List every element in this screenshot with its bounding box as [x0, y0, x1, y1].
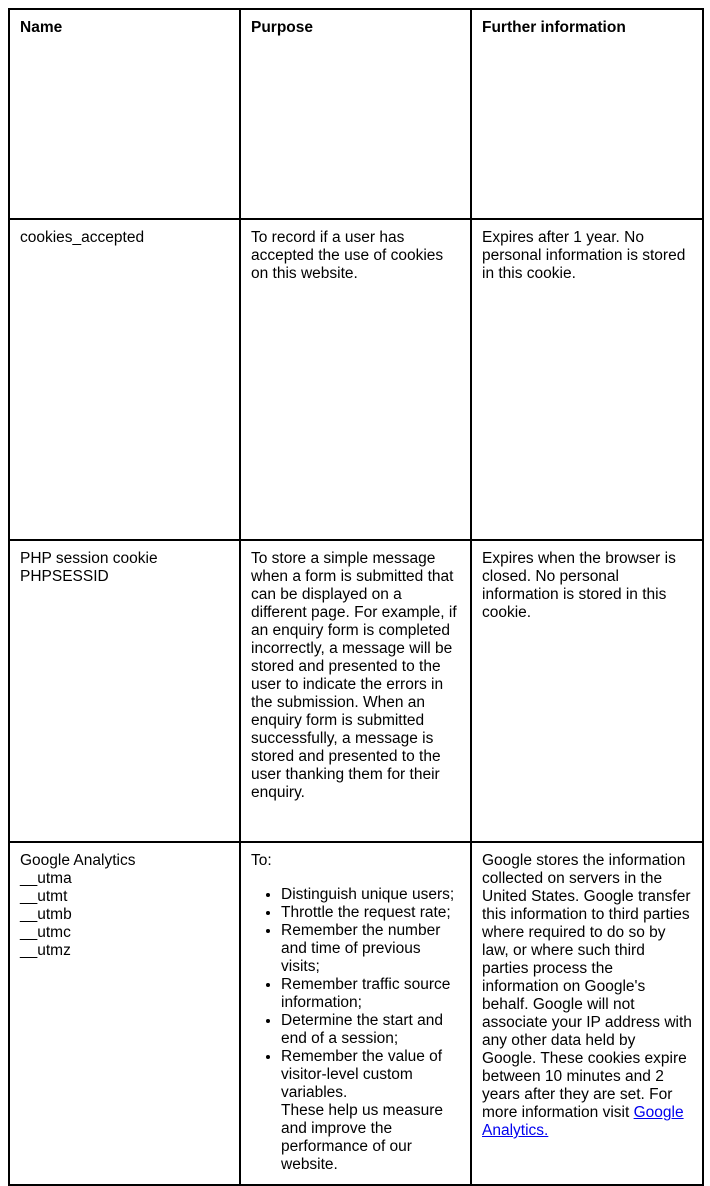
cookie-name: cookies_accepted [20, 229, 145, 246]
cookie-name: PHP session cookie [20, 550, 158, 567]
cookie-info: Google stores the information collected on servers in the United States. Google transfer this information to third parties where required to do so by law, or where such third parties process the information on Google's behalf. Google will not associate your IP address with any other data held by Google. These cookies expire between 10 minutes and 2 years after they are set. For more information visit [482, 852, 692, 1121]
google-analytics-link[interactable]: Google Analytics. [482, 1104, 684, 1139]
cookie-name-cell [9, 842, 240, 1185]
cookie-table [8, 8, 704, 1186]
cookie-info: Expires after 1 year. No personal information is stored in this cookie. [482, 229, 686, 282]
cookie-id: PHPSESSID [20, 568, 109, 585]
cookie-name: Google Analytics [20, 852, 136, 869]
table-row [9, 219, 703, 540]
header-purpose: Purpose [240, 9, 471, 219]
table-row [9, 540, 703, 842]
cookie-info: Expires when the browser is closed. No personal information is stored in this cookie. [482, 550, 676, 621]
cookie-purpose-cell [240, 540, 471, 842]
table-header-row [9, 9, 703, 219]
cookie-purpose-intro: To: [251, 852, 272, 869]
cookie-id: __utmb [20, 906, 72, 923]
cookie-purpose: To record if a user has accepted the use of cookies on this website. [251, 229, 444, 282]
list-item: • Distinguish unique users; [281, 886, 460, 904]
cookie-info-cell [471, 540, 703, 842]
cookie-id: __utmc [20, 924, 71, 941]
cookie-name-cell [9, 540, 240, 842]
list-item: • Determine the start and end of a session; [281, 1012, 460, 1048]
purpose-list [251, 886, 460, 1102]
cookie-id: __utma [20, 870, 72, 887]
cookie-purpose: To store a simple message when a form is submitted that can be displayed on a different page. For example, if an enquiry form is completed incorrectly, a message will be stored and presented to the user to indicate the errors in the submission. When an enquiry form is submitted successfully, a message is stored and presented to the user thanking them for their enquiry. [251, 550, 457, 801]
cookie-name-cell [9, 219, 240, 540]
table-row [9, 842, 703, 1185]
cookie-purpose-summary: These help us measure and improve the performance of our website. [281, 1102, 443, 1173]
cookie-info-cell [471, 219, 703, 540]
cookie-id: __utmz [20, 942, 71, 959]
header-further-information: Further information [471, 9, 703, 219]
cookie-info-cell [471, 842, 703, 1185]
list-item: • Remember the number and time of previous visits; [281, 922, 460, 976]
cookie-purpose-cell [240, 219, 471, 540]
cookie-purpose-cell [240, 842, 471, 1185]
list-item: • Throttle the request rate; [281, 904, 460, 922]
list-item: • Remember the value of visitor-level custom variables. [281, 1048, 460, 1102]
list-item: • Remember traffic source information; [281, 976, 460, 1012]
cookie-id: __utmt [20, 888, 68, 905]
header-name: Name [9, 9, 240, 219]
